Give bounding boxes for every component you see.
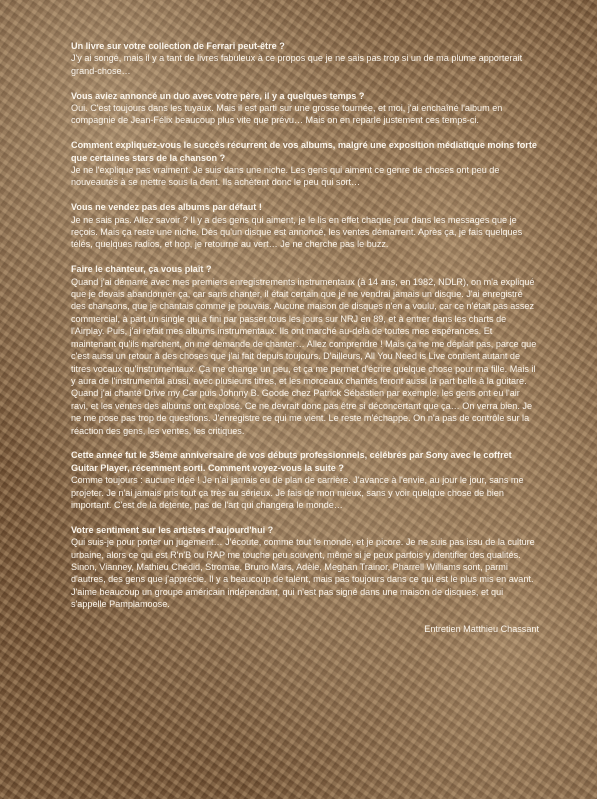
qa-duo [71,90,539,127]
answer: Je ne l'explique pas vraiment. Je suis dans une niche. Les gens qui aiment ce genre de choses ont peu de nouveautés à se mettre sous la dent. Ils achètent donc le peu qui sort… [71,165,500,188]
question: Cette année fut le 35ème anniversaire de vos débuts professionnels, célébrés par Sony avec le coffret Guitar Player, récemment sorti. Comment voyez-vous la suite ? [71,450,512,473]
qa-succes [71,139,539,189]
question: Un livre sur votre collection de Ferrari peut-être ? [71,41,285,51]
qa-vente [71,201,539,251]
qa-artistes [71,524,539,611]
author-credit: Entretien Matthieu Chassant [424,623,539,634]
question: Votre sentiment sur les artistes d'aujourd'hui ? [71,524,274,535]
question: Vous ne vendez pas des albums par défaut ! [71,202,262,213]
answer: Quand j'ai démarré avec mes premiers enregistrements instrumentaux (à 14 ans, en 1982, NDLR), on m'a expliqué que je devais abandonner ça, car sans chanter, il était certain que je ne vendrai jamais un disque. J'ai enregistré des chansons, que je chantais comme je pouvais. Aucune maison de disques n'en a voulu, car ce n'était pas assez commercial, à part un single qui a fini par passer tous les jours sur NRJ en 89, et à entrer dans les charts de l'Airplay. Puis, j'ai refait mes albums instrumentaux. Ils ont marché au-delà de toutes mes espérances. Et maintenant qu'ils marchent, on me demande de chanter… Allez comprendre ! Mais ça ne me déplait pas, parce que c'est aussi un retour à des choses que j'ai fait depuis toujours. D'ailleurs, All You Need is Live contient autant de titres vocaux qu'instrumentaux. Ça me change un peu, et ça me permet d'écrire quelque chose pour ma fille. Mais il y aura de l'instrumental aussi, avec plusieurs titres, et les morceaux chantés feront aussi la part belle à la guitare. Quand j'ai chanté Drive my Car puis Johnny B. Goode chez Patrick Sébastien par exemple, les gens ont eu l'air ravi, et les ventes des albums ont explosé. Ce ne devrait donc pas être si déconcertant que ça… On verra bien. Je ne me pose pas trop de questions. J'enregistre ce qui me vient. Le reste m'échappe. On n'a pas de contrôle sur la réaction des gens, les ventes, les critiques. [71,276,537,436]
qa-anniversaire [71,449,539,511]
question: Comment expliquez-vous le succès récurrent de vos albums, malgré une exposition médiatique moins forte que certaines stars de la chanson ? [71,140,537,163]
qa-chanteur [71,263,539,437]
answer: Comme toujours : aucune idée ! Je n'ai jamais eu de plan de carrière. J'avance à l'envie, au jour le jour, sans me projeter. Je n'ai jamais pris tout ça très au sérieux. Je fais de mon mieux, sans y voir quelque chose de bien important. C'est de la détente, pas de l'art qui changera le monde… [71,475,524,510]
answer: Oui. C'est toujours dans les tuyaux. Mais il est parti sur une grosse tournée, et moi, j'ai enchaîné l'album en compagnie de Jean-Félix beaucoup plus vite que prévu… Mais on en reparle justement ces temps-ci. [71,103,503,126]
answer: Qui suis-je pour porter un jugement… J'écoute, comme tout le monde, et je picore. Je ne suis pas issu de la culture urbaine, alors ce qui est R'n'B ou RAP me touche peu souvent, même si je peux parfois y identifier des qualités. Sinon, Vianney, Mathieu Chédid, Stromae, Bruno Mars, Adèle, Meghan Trainor, Pharrell Williams sont, parmi d'autres, des gens que j'apprécie. Il y a beaucoup de talent, mais pas toujours dans ce qui est le plus mis en avant. J'aime beaucoup un groupe américain indépendant, qui n'est pas signé dans une maison de disques, et qui s'appelle Pamplamoose. [71,537,535,610]
qa-ferrari [71,40,539,77]
question: Vous aviez annoncé un duo avec votre père, il y a quelques temps ? [71,90,365,101]
answer: J'y ai songé, mais il y a tant de livres fabuleux à ce propos que je ne sais pas trop si un de ma plume apporterait grand-chose… [71,53,523,76]
question: Faire le chanteur, ça vous plaît ? [71,264,212,275]
answer: Je ne sais pas. Allez savoir ? Il y a des gens qui aiment, je le lis en effet chaque jour dans les messages que je reçois. Mais ça reste une niche. Dès qu'un disque est annoncé, les ventes démarrent. Après ça, je fais quelques télés, quelques radios, et hop, je retourne au vert… Je ne cherche pas le buzz. [71,214,523,250]
